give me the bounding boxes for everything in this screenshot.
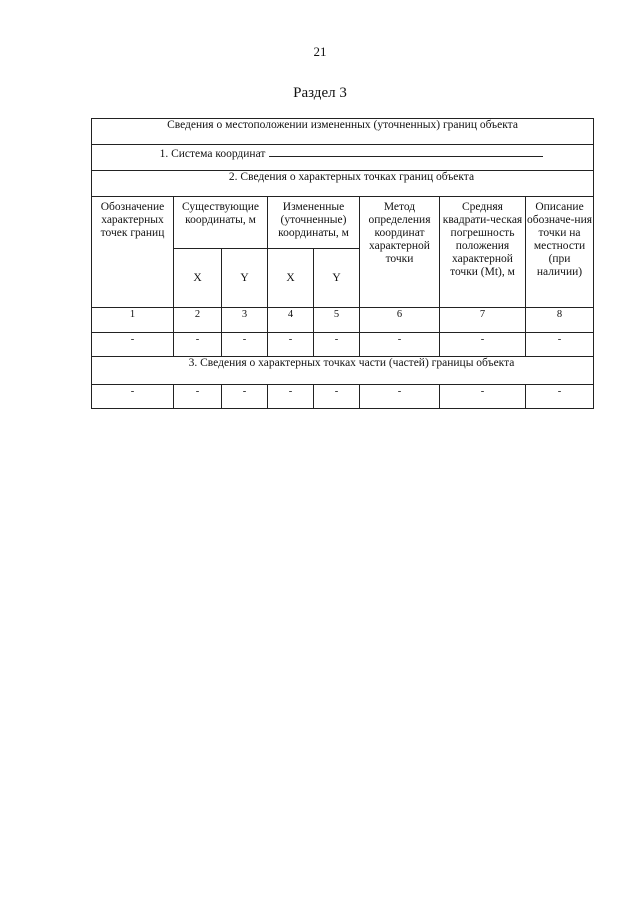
table-cell: - (526, 385, 594, 409)
coordinate-system-row (92, 145, 594, 171)
header-designation: Обозначение характерных точек границ (92, 197, 174, 308)
part-section-label: 3. Сведения о характерных точках части (частей) границы объекта (92, 357, 594, 385)
table-cell: - (174, 385, 222, 409)
subheader-existing-x: X (174, 249, 222, 308)
table-cell: - (92, 333, 174, 357)
header-existing-coordinates: Существующие координаты, м (174, 197, 268, 249)
table-cell: - (174, 333, 222, 357)
column-number: 7 (440, 308, 526, 333)
table-cell: - (440, 333, 526, 357)
column-number: 8 (526, 308, 594, 333)
table-cell: - (360, 333, 440, 357)
points-section-label: 2. Сведения о характерных точках границ объекта (92, 171, 594, 197)
column-number: 5 (314, 308, 360, 333)
subheader-changed-y: Y (314, 249, 360, 308)
table-cell: - (268, 333, 314, 357)
table-cell: - (360, 385, 440, 409)
table-cell: - (222, 385, 268, 409)
header-changed-coordinates: Измененные (уточненные) координаты, м (268, 197, 360, 249)
boundary-table (91, 118, 594, 409)
table-cell: - (222, 333, 268, 357)
header-point-description: Описание обозначе-ния точки на местности (при наличии) (526, 197, 594, 308)
header-mean-square-error: Средняя квадрати-ческая погрешность положения характерной точки (Mt), м (440, 197, 526, 308)
header-method: Метод определения координат характерной точки (360, 197, 440, 308)
coordinate-system-blank-line (269, 145, 543, 157)
table-title: Сведения о местоположении измененных (уточненных) границ объекта (92, 119, 594, 145)
table-cell: - (526, 333, 594, 357)
column-number: 1 (92, 308, 174, 333)
part-data-row (92, 385, 594, 409)
column-numbers-row (92, 308, 594, 333)
table-cell: - (92, 385, 174, 409)
column-number: 6 (360, 308, 440, 333)
column-number: 2 (174, 308, 222, 333)
subheader-existing-y: Y (222, 249, 268, 308)
coordinate-system-label: 1. Система координат (159, 148, 266, 160)
subheader-changed-x: X (268, 249, 314, 308)
page-number: 21 (313, 44, 327, 59)
column-number: 3 (222, 308, 268, 333)
table-cell: - (440, 385, 526, 409)
table-cell: - (268, 385, 314, 409)
column-number: 4 (268, 308, 314, 333)
table-cell: - (314, 333, 360, 357)
section-title: Раздел 3 (293, 85, 347, 101)
points-data-row (92, 333, 594, 357)
table-cell: - (314, 385, 360, 409)
